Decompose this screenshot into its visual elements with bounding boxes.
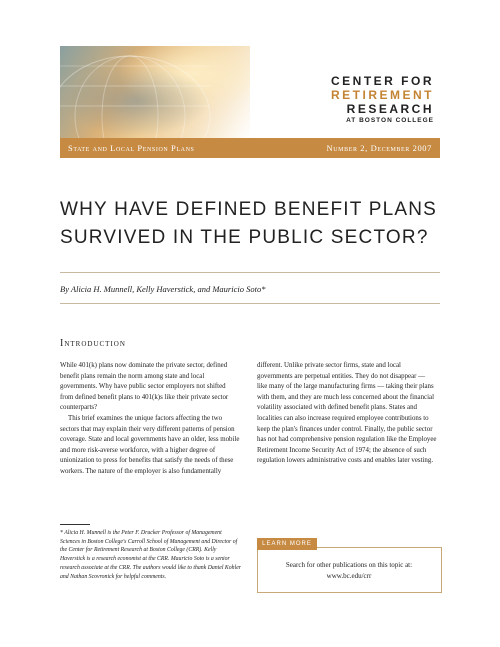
title-line-2: SURVIVED IN THE PUBLIC SECTOR? (60, 227, 429, 248)
footnote-rule (60, 524, 90, 525)
divider-bottom (60, 303, 440, 304)
globe-lines-icon (60, 46, 250, 138)
paragraph: This brief examines the unique factors affecting the two sectors that may explain their very different patterns of pension coverage. State and local governments have an older, less mobile and more risk-averse workforce, with a higher degree of unionization to press for benefits that satisfy the needs of these workers. The nature of the employer is also fundamentally (60, 414, 240, 475)
section-heading: Introduction (60, 338, 126, 349)
issue-number: Number 2, December 2007 (326, 143, 432, 153)
org-line-3: RESEARCH (346, 102, 434, 116)
footnote-text: * Alicia H. Munnell is the Peter F. Drucker Professor of Management Sciences in Boston College's Carroll School of Management and Director of the Center for Retirement Research at Boston College (CRR). Kelly Haverstick is a research economist at the CRR. Mauricio Soto is a senior research associate at the CRR. The authors would like to thank Daniel Kohler and Nathan Scovronick for helpful comments. (60, 530, 242, 580)
globe-logo-image (60, 46, 250, 138)
series-name: State and Local Pension Plans (68, 143, 195, 153)
org-line-4: AT BOSTON COLLEGE (346, 117, 434, 124)
org-line-2: RETIREMENT (331, 88, 434, 102)
paragraph: While 401(k) plans now dominate the private sector, defined benefit plans remain the norm among state and local governments. Why have public sector employers not shifted from defined benefit plans to 401(k)s like their private sector counterparts? (60, 362, 229, 412)
org-line-1: CENTER FOR (331, 74, 434, 88)
brief-title (60, 196, 450, 252)
title-line-1: WHY HAVE DEFINED BENEFIT PLANS (60, 199, 438, 220)
author-footnote (60, 524, 242, 581)
publications-link[interactable]: www.bc.edu/crr (326, 572, 372, 580)
learn-more-text (259, 560, 439, 582)
masthead (60, 46, 440, 138)
org-name (331, 74, 434, 124)
learn-more-tab: LEARN MORE (257, 538, 317, 550)
series-banner (60, 138, 440, 158)
body-column-left (60, 361, 240, 478)
divider-top (60, 272, 440, 273)
author-byline: By Alicia H. Munnell, Kelly Haverstick, and Mauricio Soto* (60, 284, 266, 294)
paragraph: different. Unlike private sector firms, state and local governments are perpetual entities. They do not disappear — like many of the large manufacturing firms — taking their plans with them, and they are much less concerned about the financial volatility associated with defined benefit plans. States and localities can also increase required employee contributions to keep the plan's finances under control. Finally, the public sector has not had comprehensive pension regulation like the Employee Retirement Income Security Act of 1974; the absence of such regulation lowers administrative costs and enables later vesting. (257, 362, 437, 465)
learn-more-line: Search for other publications on this topic at: (285, 561, 413, 569)
body-column-right (257, 361, 437, 467)
